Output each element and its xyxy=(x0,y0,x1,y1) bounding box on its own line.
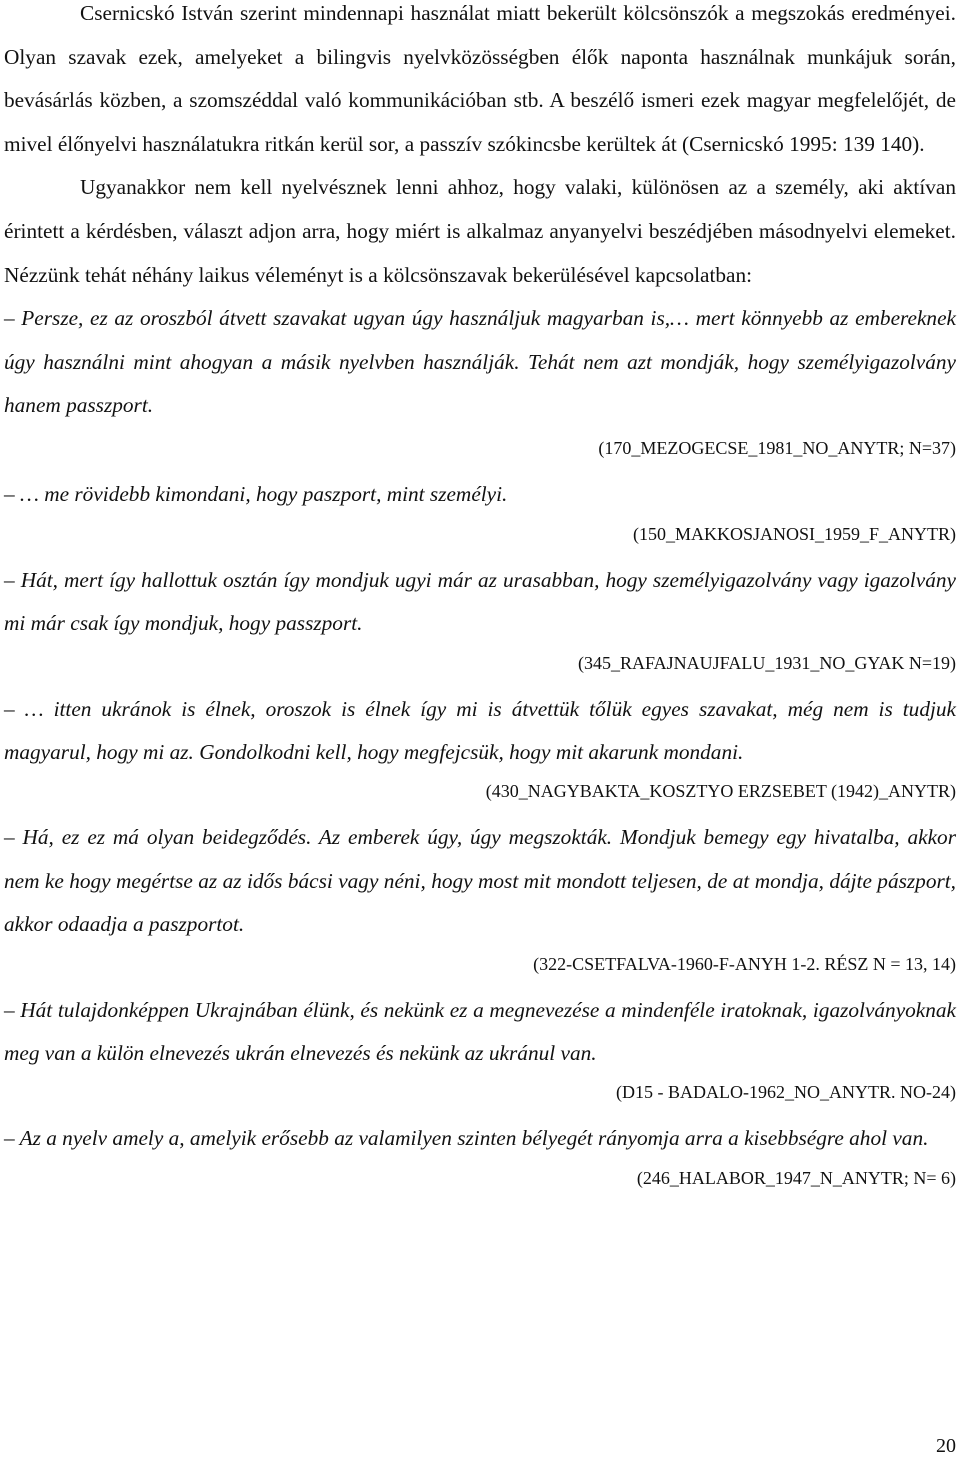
quote-5: – Há, ez ez má olyan beidegződés. Az emberek úgy, úgy megszokták. Mondjuk bemegy egy hivatalba, akkor nem ke hogy megértse az az idős bácsi vagy néni, hogy most mit mondott teljesen, de at mondja, dájte pászport, akkor odaadja a paszportot. xyxy=(4,825,956,937)
quote-4: – … itten ukránok is élnek, oroszok is élnek így mi is átvettük tőlük egyes szavakat, még nem is tudjuk magyarul, hogy mi az. Gondolkodni kell, hogy megfejcsük, hogy mit akarunk mondani. xyxy=(4,696,956,764)
quote-1-source: (170_MEZOGECSE_1981_NO_ANYTR; N=37) xyxy=(598,438,956,459)
quote-2-source: (150_MAKKOSJANOSI_1959_F_ANYTR) xyxy=(632,523,956,544)
quote-7-source: (246_HALABOR_1947_N_ANYTR; N= 6) xyxy=(636,1167,956,1188)
quote-4-source: (430_NAGYBAKTA_KOSZTYO ERZSEBET (1942)_ANYTR) xyxy=(485,781,956,802)
quote-2: – … me rövidebb kimondani, hogy paszport, mint személyi. xyxy=(4,482,508,507)
paragraph-2: Ugyanakkor nem kell nyelvésznek lenni ahhoz, hogy valaki, különösen az a személy, aki aktívan érintett a kérdésben, választ adjon arra, hogy miért is alkalmaz anyanyelvi beszédjében másodnyelvi elemeket. Nézzünk tehát néhány laikus véleményt is a kölcsönszavak bekerülésével kapcsolatban: xyxy=(4,175,956,287)
page-number: 20 xyxy=(936,1435,956,1457)
quote-6: – Hát tulajdonképpen Ukrajnában élünk, és nekünk ez a megnevezése a mindenféle iratoknak, igazolványoknak meg van a külön elnevezés ukrán elnevezés és nekünk az ukránul van. xyxy=(4,997,956,1066)
quote-1: – Persze, ez az oroszból átvett szavakat ugyan úgy használjuk magyarban is,… mert könnyebb az embereknek úgy használni mint ahogyan a másik nyelvben használják. Tehát nem azt mondják, hogy személyigazolvány hanem passzport. xyxy=(4,306,956,417)
quote-3-source: (345_RAFAJNAUJFALU_1931_NO_GYAK N=19) xyxy=(578,652,956,673)
quote-7: – Az a nyelv amely a, amelyik erősebb az valamilyen szinten bélyegét rányomja arra a kisebbségre ahol van. xyxy=(4,1126,929,1151)
paragraph-1: Csernicskó István szerint mindennapi használat miatt bekerült kölcsönszók a megszokás eredményei. Olyan szavak ezek, amelyeket a bilingvis nyelvközösségben élők naponta használnak munkájuk során, bevásárlás közben, a szomszéddal való kommunikációban stb. A beszélő ismeri ezek magyar megfelelőjét, de mivel élőnyelvi használatukra ritkán kerül sor, a passzív szókincsbe kerültek át (Csernicskó 1995: 139 140). xyxy=(4,1,956,156)
quote-5-source: (322-CSETFALVA-1960-F-ANYH 1-2. RÉSZ N = 13, 14) xyxy=(533,953,956,974)
quote-3: – Hát, mert így hallottuk osztán így mondjuk ugyi már az urasabban, hogy személyigazolvány vagy igazolvány mi már csak így mondjuk, hogy passzport. xyxy=(4,567,956,636)
document-page xyxy=(4,0,956,1189)
quote-6-source: (D15 - BADALO-1962_NO_ANYTR. NO-24) xyxy=(616,1082,956,1103)
